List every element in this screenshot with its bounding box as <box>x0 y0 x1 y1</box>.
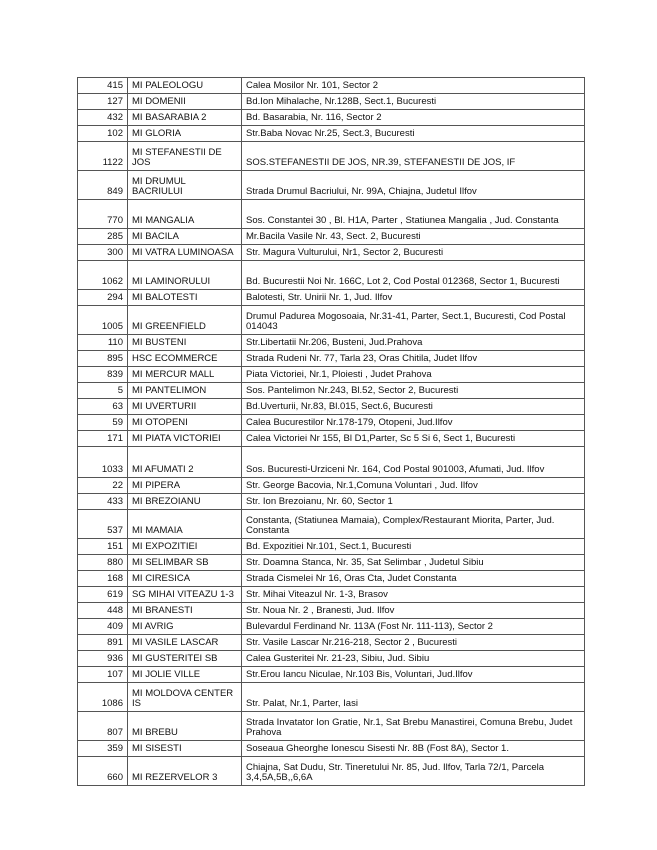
store-id: 432 <box>78 110 128 126</box>
table-row <box>78 757 585 786</box>
store-address: Piata Victoriei, Nr.1, Ploiesti , Judet Prahova <box>242 367 585 383</box>
store-address: Str. Palat, Nr.1, Parter, Iasi <box>242 683 585 712</box>
table-row <box>78 200 585 229</box>
table-row <box>78 555 585 571</box>
store-address: SOS.STEFANESTII DE JOS, NR.39, STEFANESTII DE JOS, IF <box>242 142 585 171</box>
store-name: MI MERCUR MALL <box>128 367 242 383</box>
store-address: Str. Magura Vulturului, Nr1, Sector 2, Bucuresti <box>242 245 585 261</box>
store-address: Constanta, (Statiunea Mamaia), Complex/Restaurant Miorita, Parter, Jud. Constanta <box>242 510 585 539</box>
store-address: Bulevardul Ferdinand Nr. 113A (Fost Nr. 111-113), Sector 2 <box>242 619 585 635</box>
store-address: Str. Mihai Viteazul Nr. 1-3, Brasov <box>242 587 585 603</box>
table-row <box>78 399 585 415</box>
store-name: MI BALOTESTI <box>128 290 242 306</box>
table-row <box>78 651 585 667</box>
store-id: 110 <box>78 335 128 351</box>
store-id: 880 <box>78 555 128 571</box>
store-address: Sos. Constantei 30 , Bl. H1A, Parter , Statiunea Mangalia , Jud. Constanta <box>242 200 585 229</box>
table-row <box>78 587 585 603</box>
store-address: Bd.Uverturii, Nr.83, Bl.015, Sect.6, Bucuresti <box>242 399 585 415</box>
store-name: MI OTOPENI <box>128 415 242 431</box>
store-name: MI STEFANESTII DE JOS <box>128 142 242 171</box>
store-name: MI PANTELIMON <box>128 383 242 399</box>
store-table-body <box>78 78 585 786</box>
store-id: 936 <box>78 651 128 667</box>
store-id: 300 <box>78 245 128 261</box>
table-row <box>78 510 585 539</box>
store-name: MI REZERVELOR 3 <box>128 757 242 786</box>
store-id: 409 <box>78 619 128 635</box>
store-address: Bd. Bucurestii Noi Nr. 166C, Lot 2, Cod Postal 012368, Sector 1, Bucuresti <box>242 261 585 290</box>
store-name: MI MANGALIA <box>128 200 242 229</box>
store-name: MI VATRA LUMINOASA <box>128 245 242 261</box>
store-name: MI GLORIA <box>128 126 242 142</box>
table-row <box>78 78 585 94</box>
store-address: Strada Drumul Bacriului, Nr. 99A, Chiajna, Judetul Ilfov <box>242 171 585 200</box>
table-row <box>78 142 585 171</box>
table-row <box>78 415 585 431</box>
table-row <box>78 335 585 351</box>
store-address: Sos. Bucuresti-Urziceni Nr. 164, Cod Postal 901003, Afumati, Jud. Ilfov <box>242 447 585 478</box>
store-id: 5 <box>78 383 128 399</box>
store-id: 107 <box>78 667 128 683</box>
store-id: 537 <box>78 510 128 539</box>
store-name: MI VASILE LASCAR <box>128 635 242 651</box>
store-address: Str. George Bacovia, Nr.1,Comuna Voluntari , Jud. Ilfov <box>242 478 585 494</box>
store-address: Strada Invatator Ion Gratie, Nr.1, Sat Brebu Manastirei, Comuna Brebu, Judet Prahova <box>242 712 585 741</box>
store-address: Str. Noua Nr. 2 , Branesti, Jud. Ilfov <box>242 603 585 619</box>
store-name: MI AVRIG <box>128 619 242 635</box>
store-id: 171 <box>78 431 128 447</box>
store-id: 433 <box>78 494 128 510</box>
store-id: 807 <box>78 712 128 741</box>
table-row <box>78 478 585 494</box>
store-address: Str.Libertatii Nr.206, Busteni, Jud.Prahova <box>242 335 585 351</box>
store-address: Str.Erou Iancu Niculae, Nr.103 Bis, Voluntari, Jud.Ilfov <box>242 667 585 683</box>
store-name: MI EXPOZITIEI <box>128 539 242 555</box>
store-name: MI MAMAIA <box>128 510 242 539</box>
store-name: MI DOMENII <box>128 94 242 110</box>
table-row <box>78 603 585 619</box>
store-address: Calea Bucurestilor Nr.178-179, Otopeni, Jud.Ilfov <box>242 415 585 431</box>
store-address: Str. Vasile Lascar Nr.216-218, Sector 2 , Bucuresti <box>242 635 585 651</box>
table-row <box>78 351 585 367</box>
table-row <box>78 712 585 741</box>
store-id: 294 <box>78 290 128 306</box>
table-row <box>78 94 585 110</box>
store-address: Balotesti, Str. Unirii Nr. 1, Jud. Ilfov <box>242 290 585 306</box>
store-id: 839 <box>78 367 128 383</box>
store-id: 1086 <box>78 683 128 712</box>
table-row <box>78 171 585 200</box>
table-row <box>78 635 585 651</box>
store-address: Bd.Ion Mihalache, Nr.128B, Sect.1, Bucuresti <box>242 94 585 110</box>
store-id: 285 <box>78 229 128 245</box>
table-row <box>78 229 585 245</box>
table-row <box>78 306 585 335</box>
store-name: MI SISESTI <box>128 741 242 757</box>
store-name: MI UVERTURII <box>128 399 242 415</box>
store-address: Sos. Pantelimon Nr.243, Bl.52, Sector 2, Bucuresti <box>242 383 585 399</box>
store-id: 59 <box>78 415 128 431</box>
store-name: MI PALEOLOGU <box>128 78 242 94</box>
store-name: MI MOLDOVA CENTER IS <box>128 683 242 712</box>
table-row <box>78 539 585 555</box>
store-address: Strada Rudeni Nr. 77, Tarla 23, Oras Chitila, Judet Ilfov <box>242 351 585 367</box>
store-name: MI JOLIE VILLE <box>128 667 242 683</box>
store-address: Drumul Padurea Mogosoaia, Nr.31-41, Parter, Sect.1, Bucuresti, Cod Postal 014043 <box>242 306 585 335</box>
store-id: 660 <box>78 757 128 786</box>
store-id: 619 <box>78 587 128 603</box>
store-name: MI CIRESICA <box>128 571 242 587</box>
store-id: 1005 <box>78 306 128 335</box>
table-row <box>78 667 585 683</box>
store-name: HSC ECOMMERCE <box>128 351 242 367</box>
table-row <box>78 245 585 261</box>
store-name: MI GREENFIELD <box>128 306 242 335</box>
table-row <box>78 383 585 399</box>
store-id: 127 <box>78 94 128 110</box>
store-name: MI GUSTERITEI SB <box>128 651 242 667</box>
store-address: Str. Ion Brezoianu, Nr. 60, Sector 1 <box>242 494 585 510</box>
store-name: MI BUSTENI <box>128 335 242 351</box>
store-id: 1033 <box>78 447 128 478</box>
store-address: Str. Doamna Stanca, Nr. 35, Sat Selimbar , Judetul Sibiu <box>242 555 585 571</box>
store-id: 849 <box>78 171 128 200</box>
store-address: Str.Baba Novac Nr.25, Sect.3, Bucuresti <box>242 126 585 142</box>
table-row <box>78 261 585 290</box>
store-id: 102 <box>78 126 128 142</box>
table-row <box>78 619 585 635</box>
store-id: 168 <box>78 571 128 587</box>
store-id: 359 <box>78 741 128 757</box>
store-address: Strada Cismelei Nr 16, Oras Cta, Judet Constanta <box>242 571 585 587</box>
store-name: MI BREZOIANU <box>128 494 242 510</box>
table-row <box>78 110 585 126</box>
table-row <box>78 290 585 306</box>
store-name: MI BREBU <box>128 712 242 741</box>
store-id: 1122 <box>78 142 128 171</box>
store-name: MI AFUMATI 2 <box>128 447 242 478</box>
store-id: 415 <box>78 78 128 94</box>
store-address: Mr.Bacila Vasile Nr. 43, Sect. 2, Bucuresti <box>242 229 585 245</box>
store-name: MI PIATA VICTORIEI <box>128 431 242 447</box>
store-id: 895 <box>78 351 128 367</box>
store-id: 891 <box>78 635 128 651</box>
table-row <box>78 367 585 383</box>
store-name: MI BACILA <box>128 229 242 245</box>
store-name: MI DRUMUL BACRIULUI <box>128 171 242 200</box>
table-row <box>78 431 585 447</box>
store-name: MI PIPERA <box>128 478 242 494</box>
store-id: 770 <box>78 200 128 229</box>
store-address: Bd. Expozitiei Nr.101, Sect.1, Bucuresti <box>242 539 585 555</box>
store-address: Calea Mosilor Nr. 101, Sector 2 <box>242 78 585 94</box>
table-row <box>78 683 585 712</box>
store-address: Calea Gusteritei Nr. 21-23, Sibiu, Jud. Sibiu <box>242 651 585 667</box>
store-name: MI LAMINORULUI <box>128 261 242 290</box>
store-id: 1062 <box>78 261 128 290</box>
store-id: 448 <box>78 603 128 619</box>
table-row <box>78 494 585 510</box>
store-address: Soseaua Gheorghe Ionescu Sisesti Nr. 8B (Fost 8A), Sector 1. <box>242 741 585 757</box>
store-name: MI BRANESTI <box>128 603 242 619</box>
store-address: Calea Victoriei Nr 155, Bl D1,Parter, Sc 5 Si 6, Sect 1, Bucuresti <box>242 431 585 447</box>
store-address: Chiajna, Sat Dudu, Str. Tineretului Nr. 85, Jud. Ilfov, Tarla 72/1, Parcela 3,4,5A,5B,,6,6A <box>242 757 585 786</box>
table-row <box>78 741 585 757</box>
store-id: 22 <box>78 478 128 494</box>
table-row <box>78 571 585 587</box>
store-table <box>77 77 585 786</box>
store-name: SG MIHAI VITEAZU 1-3 <box>128 587 242 603</box>
table-row <box>78 447 585 478</box>
store-name: MI SELIMBAR SB <box>128 555 242 571</box>
table-row <box>78 126 585 142</box>
store-id: 151 <box>78 539 128 555</box>
store-id: 63 <box>78 399 128 415</box>
store-address: Bd. Basarabia, Nr. 116, Sector 2 <box>242 110 585 126</box>
store-name: MI BASARABIA 2 <box>128 110 242 126</box>
